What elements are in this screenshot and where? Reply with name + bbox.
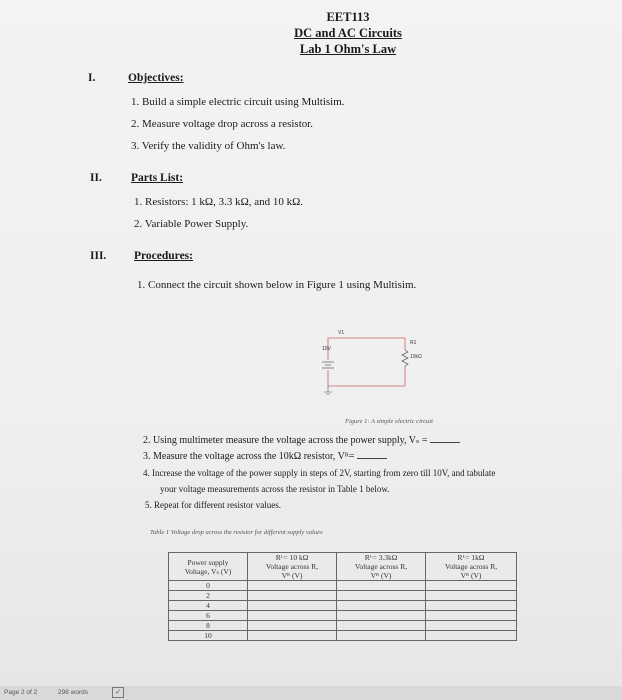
supply-voltage-cell: 4 — [169, 601, 248, 611]
header-line: Voltage, Vₛ (V) — [184, 566, 232, 576]
header-cell — [426, 553, 517, 581]
bottom-wire — [328, 366, 405, 386]
course-code: EET113 — [326, 10, 370, 24]
supply-voltage-cell: 2 — [169, 591, 248, 601]
source-value: 10V — [322, 346, 331, 352]
empty-cell — [248, 591, 337, 601]
procedure-step-continued: your voltage measurements across the resistor in Table 1 below. — [160, 484, 390, 494]
section-i-heading: Objectives: — [128, 72, 184, 84]
section-ii-number: II. — [90, 172, 102, 184]
header-line: Rᴸ= 1kΩ — [457, 553, 485, 562]
blank-line — [430, 442, 460, 443]
figure-caption: Figure 1: A simple electric circuit — [345, 418, 433, 425]
empty-cell — [337, 631, 426, 641]
page-counter[interactable]: Page 2 of 2 — [4, 689, 38, 696]
table-row — [169, 581, 517, 591]
ground-symbol — [324, 386, 332, 394]
header-line: Voltage across R, — [265, 562, 319, 571]
resistor-symbol — [402, 350, 408, 366]
circuit-diagram — [300, 320, 450, 400]
course-subject — [248, 26, 448, 41]
status-bar — [0, 686, 622, 700]
empty-cell — [426, 631, 517, 641]
lab-title-text: Lab 1 Ohm's Law — [299, 42, 397, 56]
header-line: Rᴸ= 10 kΩ — [275, 553, 309, 562]
source-label: V1 — [338, 330, 345, 336]
resistor-value: 10kΩ — [410, 354, 422, 360]
procedure-step: 5. Repeat for different resistor values. — [145, 500, 282, 510]
objective-item: 3. Verify the validity of Ohm's law. — [131, 140, 286, 152]
table-row — [169, 611, 517, 621]
empty-cell — [426, 581, 517, 591]
table-row — [169, 601, 517, 611]
empty-cell — [426, 621, 517, 631]
section-iii-heading: Procedures: — [134, 250, 193, 262]
objective-item: 1. Build a simple electric circuit using Multisim. — [131, 96, 345, 108]
empty-cell — [337, 621, 426, 631]
objective-item: 2. Measure voltage drop across a resistor. — [131, 118, 314, 130]
parts-item: 1. Resistors: 1 kΩ, 3.3 kΩ, and 10 kΩ. — [134, 196, 304, 208]
procedure-step: 4. Increase the voltage of the power supply in steps of 2V, starting from zero till 10V, and tabulate — [143, 468, 496, 478]
supply-voltage-cell: 8 — [169, 621, 248, 631]
table-caption: Table 1 Voltage drop across the resistor for different supply values — [150, 529, 323, 536]
empty-cell — [248, 581, 337, 591]
blank-line — [357, 458, 387, 459]
empty-cell — [337, 611, 426, 621]
resistor-label: R1 — [410, 340, 417, 346]
procedure-step-1: 1. Connect the circuit shown below in Figure 1 using Multisim. — [137, 279, 417, 291]
header-line: Vᴿ (V) — [460, 571, 482, 580]
top-wire — [328, 338, 405, 360]
lab-title — [248, 42, 448, 57]
proofing-icon[interactable]: ✓ — [112, 687, 124, 698]
header-line: Vᴿ (V) — [370, 571, 392, 580]
procedure-step-3-text: 3. Measure the voltage across the 10kΩ resistor, Vᴿ= — [143, 451, 355, 462]
table-header-row — [169, 553, 517, 581]
section-ii-heading: Parts List: — [131, 172, 184, 184]
parts-item: 2. Variable Power Supply. — [134, 218, 249, 230]
procedure-step — [143, 451, 387, 462]
table-row — [169, 591, 517, 601]
header-line: Power supply — [187, 557, 229, 567]
empty-cell — [426, 611, 517, 621]
word-count[interactable]: 298 words — [58, 689, 88, 696]
empty-cell — [426, 601, 517, 611]
table-row — [169, 621, 517, 631]
procedure-step — [143, 435, 460, 446]
section-iii-number: III. — [90, 250, 107, 262]
header-cell — [248, 553, 337, 581]
empty-cell — [248, 611, 337, 621]
supply-voltage-cell: 10 — [169, 631, 248, 641]
section-i-number: I. — [88, 72, 96, 84]
course-subject-text: DC and AC Circuits — [294, 26, 402, 40]
empty-cell — [426, 591, 517, 601]
header-cell — [169, 553, 248, 581]
supply-voltage-cell: 6 — [169, 611, 248, 621]
empty-cell — [248, 601, 337, 611]
empty-cell — [337, 581, 426, 591]
empty-cell — [248, 621, 337, 631]
header-line: Voltage across R, — [354, 562, 408, 571]
header-line: Rᴸ= 3.3kΩ — [364, 553, 398, 562]
table-row — [169, 631, 517, 641]
voltage-table — [168, 552, 517, 641]
supply-voltage-cell: 0 — [169, 581, 248, 591]
header-cell — [337, 553, 426, 581]
empty-cell — [337, 601, 426, 611]
procedure-step-2-text: 2. Using multimeter measure the voltage across the power supply, Vₛ = — [143, 435, 428, 446]
empty-cell — [248, 631, 337, 641]
empty-cell — [337, 591, 426, 601]
header-line: Vᴿ (V) — [281, 571, 303, 580]
header-line: Voltage across R, — [444, 562, 498, 571]
